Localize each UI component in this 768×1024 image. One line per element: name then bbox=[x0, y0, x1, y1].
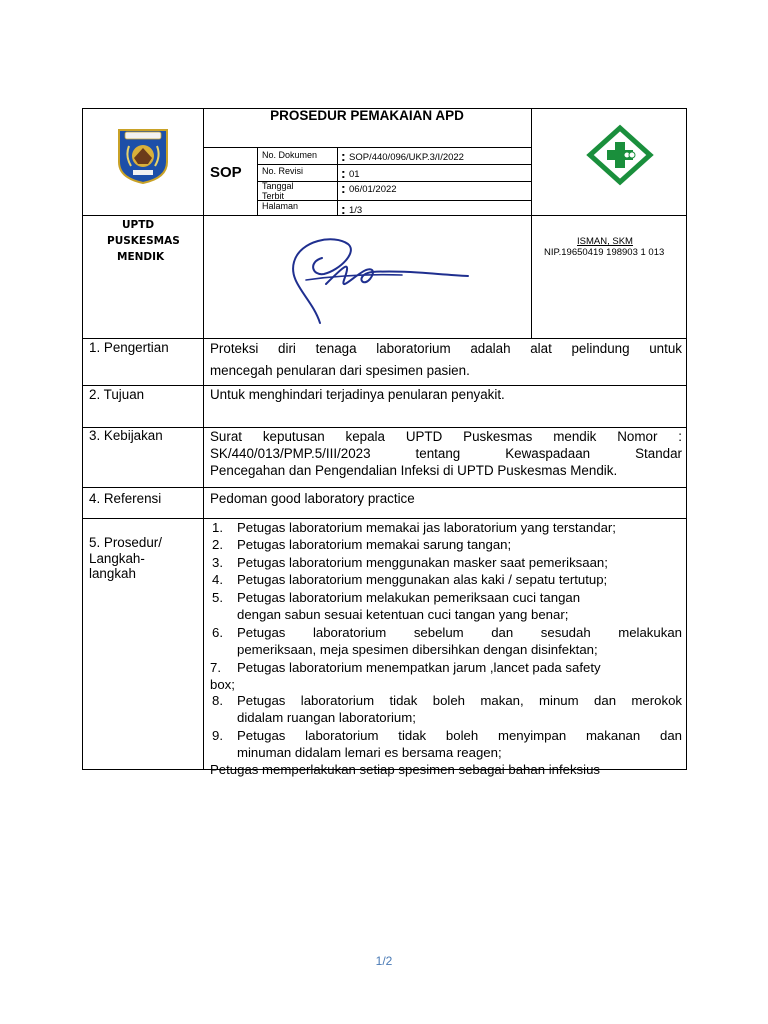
field-value-tanggal-terbit: 06/01/2022 bbox=[349, 184, 397, 195]
page-number: 1/2 bbox=[375, 954, 393, 968]
kebijakan-text-line2: SK/440/013/PMP.5/III/2023 tentang Kewaspadaan Standar bbox=[210, 446, 682, 461]
step-2-line1: Petugas laboratorium memakai sarung tangan; bbox=[237, 537, 512, 552]
step-8-line2: didalam ruangan laboratorium; bbox=[237, 710, 416, 725]
section-label-kebijakan: 3. Kebijakan bbox=[89, 428, 163, 443]
step-number: 2. bbox=[212, 537, 223, 552]
unit-name-line1: UPTD bbox=[122, 219, 155, 231]
step-7-line2: box; bbox=[210, 677, 235, 692]
step-number: 9. bbox=[212, 728, 223, 743]
unit-name-line3: MENDIK bbox=[117, 251, 165, 263]
step-5-line1: Petugas laboratorium melakukan pemeriksaan cuci tangan bbox=[237, 590, 581, 605]
tujuan-text: Untuk menghindari terjadinya penularan penyakit. bbox=[210, 387, 505, 402]
unit-name-line2: PUSKESMAS bbox=[107, 235, 180, 247]
field-colon: : bbox=[341, 148, 346, 164]
section-label-prosedur-line3: langkah bbox=[89, 566, 136, 581]
step-1-line1: Petugas laboratorium memakai jas laboratorium yang terstandar; bbox=[237, 520, 616, 535]
step-3-line1: Petugas laboratorium menggunakan masker saat pemeriksaan; bbox=[237, 555, 608, 570]
step-number: 5. bbox=[212, 590, 223, 605]
field-label-halaman: Halaman bbox=[262, 201, 299, 211]
step-9-line1: Petugas laboratorium tidak boleh menyimpan makanan dan bbox=[237, 728, 682, 743]
sop-label: SOP bbox=[210, 164, 242, 181]
step-7-line1: Petugas laboratorium menempatkan jarum ,lancet pada safety bbox=[237, 660, 601, 675]
field-colon: : bbox=[341, 165, 346, 181]
step-number: 7. bbox=[210, 660, 221, 675]
signatory-nip: NIP.19650419 198903 1 013 bbox=[544, 247, 665, 258]
kebijakan-text-line3: Pencegahan dan Pengendalian Infeksi di UPTD Puskesmas Mendik. bbox=[210, 463, 618, 478]
step-number: 6. bbox=[212, 625, 223, 640]
step-9-line2: minuman didalam lemari es bersama reagen; bbox=[237, 745, 502, 760]
step-number: 4. bbox=[212, 572, 223, 587]
section-label-pengertian: 1. Pengertian bbox=[89, 340, 169, 355]
field-value-halaman: 1/3 bbox=[349, 205, 363, 216]
pengertian-text-line1: Proteksi diri tenaga laboratorium adalah alat pelindung untuk bbox=[210, 341, 682, 356]
field-value-no-dokumen: SOP/440/096/UKP.3/I/2022 bbox=[349, 152, 464, 163]
step-6-line2: pemeriksaan, meja spesimen dibersihkan dengan disinfektan; bbox=[237, 642, 598, 657]
document-title: PROSEDUR PEMAKAIAN APD bbox=[270, 108, 464, 123]
step-4-line1: Petugas laboratorium menggunakan alas kaki / sepatu tertutup; bbox=[237, 572, 608, 587]
step-6-line1: Petugas laboratorium sebelum dan sesudah melakukan bbox=[237, 625, 682, 640]
step-number: 3. bbox=[212, 555, 223, 570]
procedure-list-clip bbox=[204, 519, 686, 777]
signatory-name: ISMAN, SKM bbox=[577, 236, 633, 247]
field-label-tanggal-terbit: Tanggal Terbit bbox=[262, 181, 294, 201]
field-colon: : bbox=[341, 201, 346, 217]
procedure-cut-line: Petugas memperlakukan setiap spesimen sebagai bahan infeksius bbox=[210, 762, 600, 777]
section-label-referensi: 4. Referensi bbox=[89, 491, 162, 506]
kebijakan-text-line1: Surat keputusan kepala UPTD Puskesmas mendik Nomor : bbox=[210, 429, 682, 444]
field-label-no-dokumen: No. Dokumen bbox=[262, 150, 318, 160]
step-5-line2: dengan sabun sesuai ketentuan cuci tangan yang benar; bbox=[237, 607, 569, 622]
step-number: 8. bbox=[212, 693, 223, 708]
section-label-tujuan: 2. Tujuan bbox=[89, 387, 145, 402]
step-8-line1: Petugas laboratorium tidak boleh makan, minum dan merokok bbox=[237, 693, 682, 708]
pengertian-text-line2: mencegah penularan dari spesimen pasien. bbox=[210, 363, 470, 378]
section-label-prosedur-line1: 5. Prosedur/ bbox=[89, 535, 162, 550]
field-value-no-revisi: 01 bbox=[349, 169, 360, 180]
field-label-no-revisi: No. Revisi bbox=[262, 166, 304, 176]
step-number: 1. bbox=[212, 520, 223, 535]
field-colon: : bbox=[341, 180, 346, 196]
section-label-prosedur-line2: Langkah- bbox=[89, 551, 145, 566]
referensi-text: Pedoman good laboratory practice bbox=[210, 491, 415, 506]
